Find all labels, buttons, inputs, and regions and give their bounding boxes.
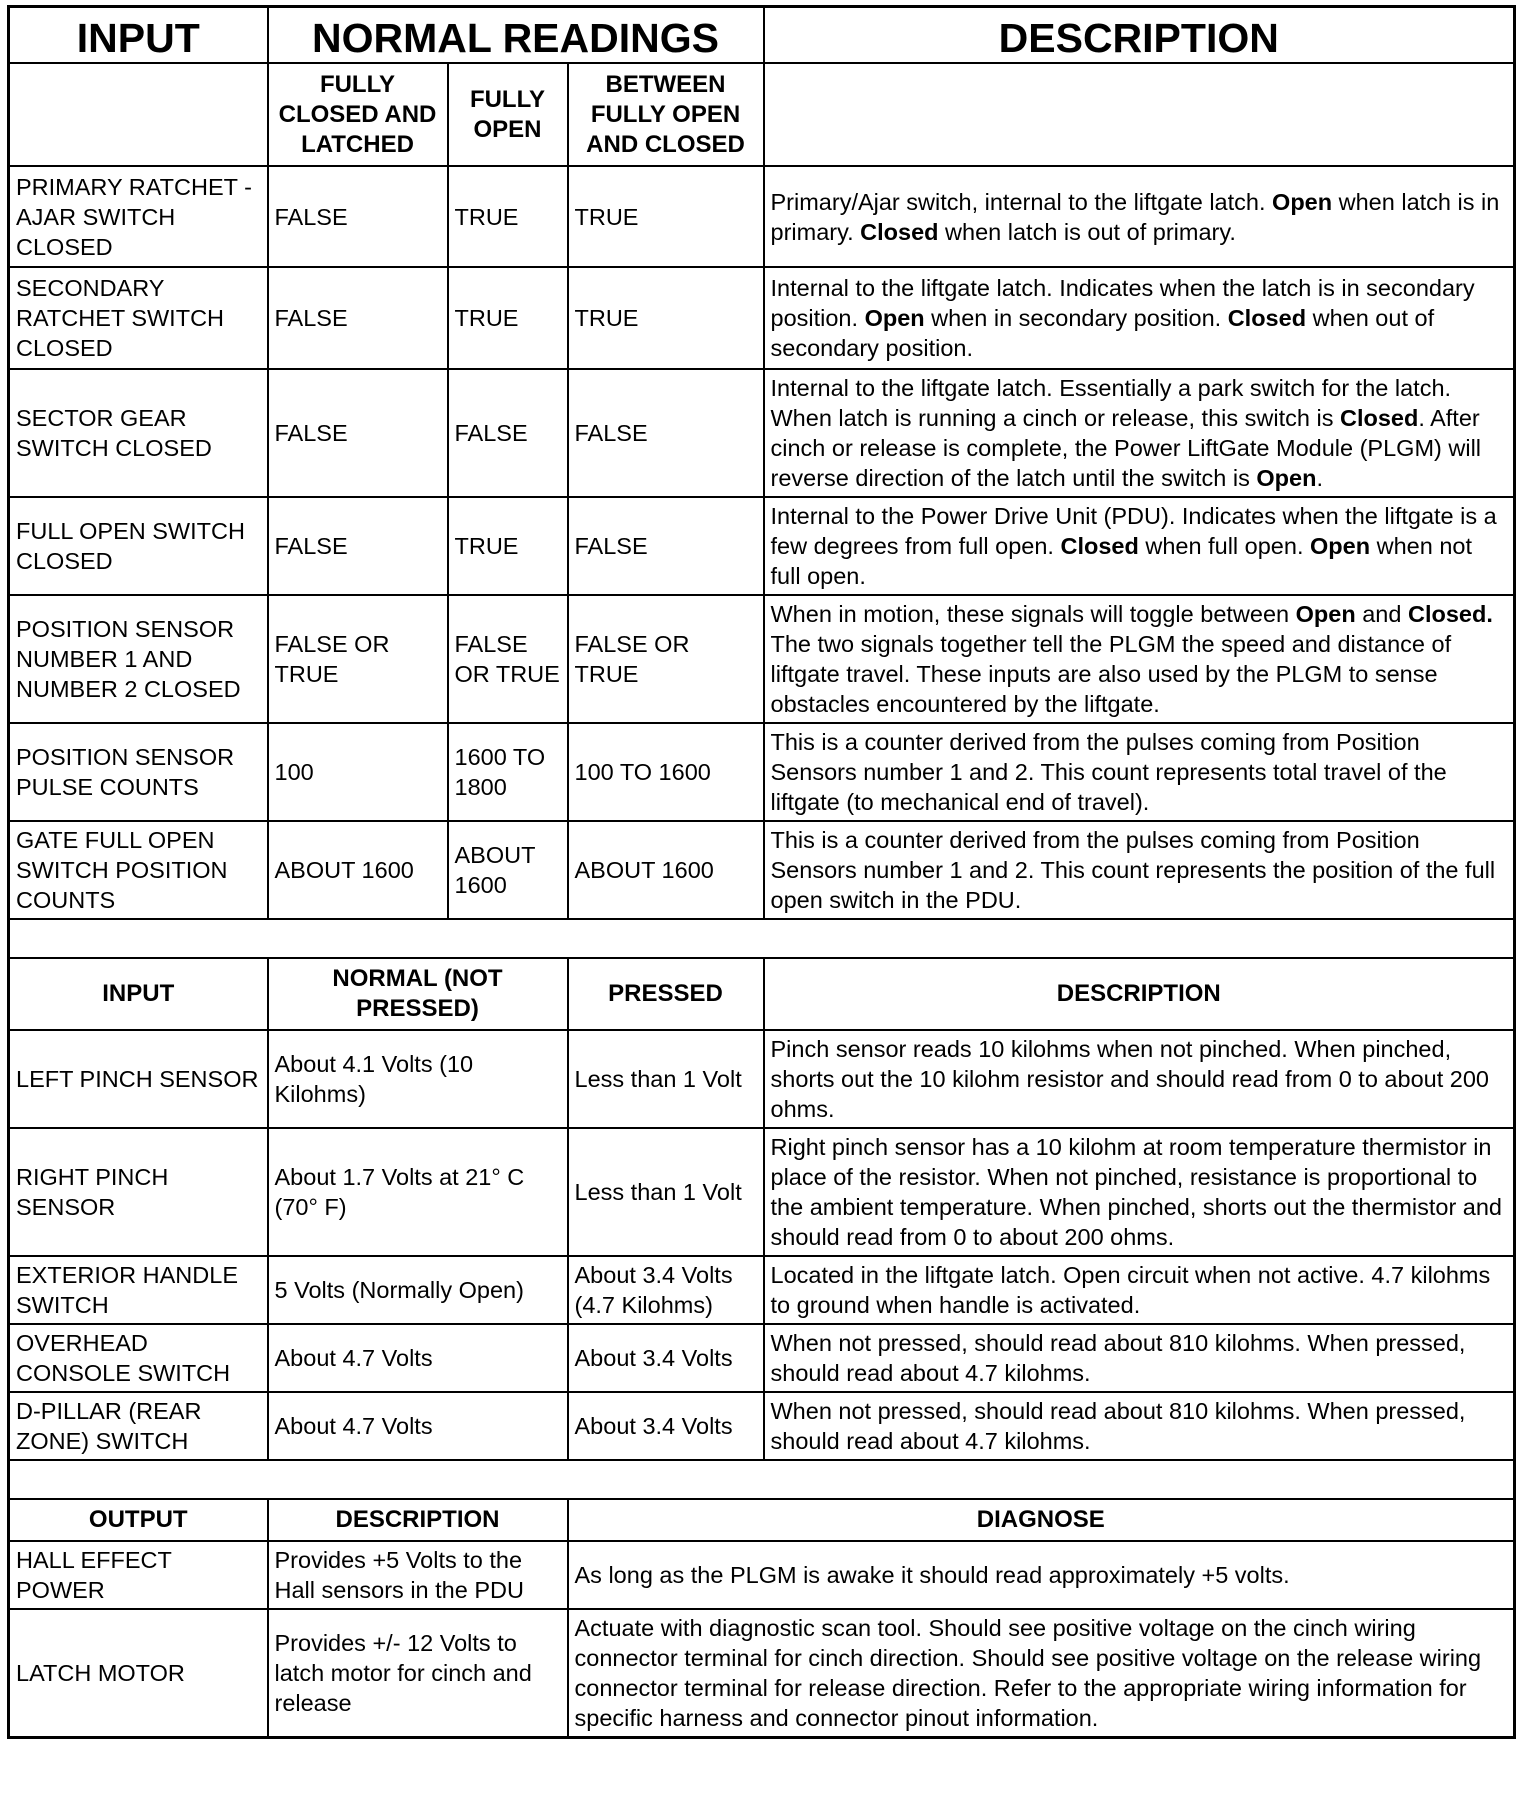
between-value: FALSE OR TRUE [568,595,764,723]
output-description-heading: DESCRIPTION [268,1499,568,1541]
table-row [9,497,1515,595]
table-row [9,1030,1515,1128]
between-heading: BETWEEN FULLY OPEN AND CLOSED [568,63,764,166]
diagnose-text: As long as the PLGM is awake it should read approximately +5 volts. [568,1541,1515,1609]
emphasis-text: Open [1272,188,1333,215]
emphasis-text: Open [864,305,925,331]
fully-open-heading: FULLY OPEN [448,63,568,166]
fully-open-value: TRUE [448,267,568,369]
description-fragment: This is a counter derived from the pulses coming from Position Sensors number 1 and 2. This count represents total travel of the liftgate (to mechanical end of travel). [770,729,1447,815]
pinch-header-row [9,958,1515,1030]
description-text [764,723,1515,821]
input-heading: INPUT [9,7,268,64]
diagnostic-reference-sheet [7,5,1516,1739]
between-value: FALSE [568,369,764,497]
between-value: ABOUT 1600 [568,821,764,919]
description-text: When not pressed, should read about 810 kilohms. When pressed, should read about 4.7 kilohms. [764,1324,1515,1392]
description-fragment: when not full open. [770,533,1472,589]
description-text [764,595,1515,723]
fully-closed-value: FALSE [268,166,448,267]
input-name: LEFT PINCH SENSOR [9,1030,268,1128]
fully-open-value: 1600 TO 1800 [448,723,568,821]
table-row [9,1128,1515,1256]
description-fragment: when full open. [1138,533,1311,559]
table-row [9,267,1515,369]
emphasis-text: Closed [1339,405,1419,431]
input-name: PRIMARY RATCHET - AJAR SWITCH CLOSED [9,166,268,267]
fully-open-value: TRUE [448,497,568,595]
pinch-inputs-section [9,1030,1515,1460]
pressed-value: About 3.4 Volts [568,1324,764,1392]
pinch-pressed-heading: PRESSED [568,958,764,1030]
output-heading: OUTPUT [9,1499,268,1541]
description-fragment: Primary/Ajar switch, internal to the liftgate latch. [770,188,1273,215]
emphasis-text: Closed. [1407,601,1493,627]
fully-closed-value: ABOUT 1600 [268,821,448,919]
output-name: LATCH MOTOR [9,1609,268,1738]
emphasis-text: Open [1310,533,1371,559]
sub-header-description-blank [764,63,1515,166]
outputs-section [9,1541,1515,1738]
description-fragment: Internal to the Power Drive Unit (PDU). Indicates when the liftgate is a few degrees from full open. [770,503,1497,559]
description-text [764,821,1515,919]
table-row [9,595,1515,723]
gap-cell [9,1460,1515,1499]
description-fragment: When in motion, these signals will toggle between [770,601,1296,627]
section-gap [9,1460,1515,1499]
input-name: FULL OPEN SWITCH CLOSED [9,497,268,595]
description-fragment: Internal to the liftgate latch. Essentially a park switch for the latch. When latch is running a cinch or release, this switch is [770,375,1452,431]
pressed-value: Less than 1 Volt [568,1030,764,1128]
table-row [9,166,1515,267]
emphasis-text: Open [1256,465,1317,491]
emphasis-text: Open [1295,601,1356,627]
pinch-input-heading: INPUT [9,958,268,1030]
input-name: POSITION SENSOR NUMBER 1 AND NUMBER 2 CLOSED [9,595,268,723]
sub-header-row [9,63,1515,166]
table-row [9,821,1515,919]
pinch-description-heading: DESCRIPTION [764,958,1515,1030]
fully-closed-value: 100 [268,723,448,821]
description-fragment: . [1316,465,1323,491]
fully-closed-value: FALSE OR TRUE [268,595,448,723]
fully-open-value: FALSE OR TRUE [448,595,568,723]
description-text: Right pinch sensor has a 10 kilohm at room temperature thermistor in place of the resistor. When not pinched, resistance is proportional to the ambient temperature. When pinched, shorts out the thermistor and should read from 0 to about 200 ohms. [764,1128,1515,1256]
emphasis-text: Closed [1227,305,1307,331]
pressed-value: About 3.4 Volts [568,1392,764,1460]
fully-open-value: FALSE [448,369,568,497]
pinch-normal-heading: NORMAL (NOT PRESSED) [268,958,568,1030]
description-fragment: when latch is in primary. [770,188,1500,245]
table-row [9,1392,1515,1460]
fully-closed-value: FALSE [268,267,448,369]
liftgate-inputs-outputs-table [7,5,1516,1739]
output-name: HALL EFFECT POWER [9,1541,268,1609]
description-text [764,369,1515,497]
normal-value: About 1.7 Volts at 21° C (70° F) [268,1128,568,1256]
description-text [764,497,1515,595]
input-name: OVERHEAD CONSOLE SWITCH [9,1324,268,1392]
table-row [9,723,1515,821]
output-description: Provides +5 Volts to the Hall sensors in the PDU [268,1541,568,1609]
fully-closed-heading: FULLY CLOSED AND LATCHED [268,63,448,166]
emphasis-text: Closed [1060,533,1139,559]
fully-closed-value: FALSE [268,369,448,497]
diagnose-heading: DIAGNOSE [568,1499,1515,1541]
description-fragment: and [1355,601,1408,627]
output-description: Provides +/- 12 Volts to latch motor for cinch and release [268,1609,568,1738]
section-gap [9,919,1515,958]
pressed-value: Less than 1 Volt [568,1128,764,1256]
input-name: SECONDARY RATCHET SWITCH CLOSED [9,267,268,369]
description-text [764,166,1515,267]
input-name: RIGHT PINCH SENSOR [9,1128,268,1256]
normal-value: About 4.1 Volts (10 Kilohms) [268,1030,568,1128]
fully-open-value: TRUE [448,166,568,267]
output-header-row [9,1499,1515,1541]
description-heading: DESCRIPTION [764,7,1515,64]
between-value: TRUE [568,267,764,369]
between-value: FALSE [568,497,764,595]
description-text: When not pressed, should read about 810 kilohms. When pressed, should read about 4.7 kilohms. [764,1392,1515,1460]
normal-value: About 4.7 Volts [268,1324,568,1392]
description-text [764,267,1515,369]
input-name: EXTERIOR HANDLE SWITCH [9,1256,268,1324]
input-name: D-PILLAR (REAR ZONE) SWITCH [9,1392,268,1460]
between-value: 100 TO 1600 [568,723,764,821]
emphasis-text: Closed [860,218,939,245]
input-name: POSITION SENSOR PULSE COUNTS [9,723,268,821]
sub-header-blank [9,63,268,166]
description-fragment: Internal to the liftgate latch. Indicates when the latch is in secondary position. [770,275,1475,331]
table-row [9,1256,1515,1324]
description-fragment: This is a counter derived from the pulses coming from Position Sensors number 1 and 2. This count represents the position of the full open switch in the PDU. [770,827,1496,913]
description-fragment: when out of secondary position. [770,305,1435,361]
table-row [9,369,1515,497]
between-value: TRUE [568,166,764,267]
table-row [9,1609,1515,1738]
normal-value: About 4.7 Volts [268,1392,568,1460]
description-text: Located in the liftgate latch. Open circuit when not active. 4.7 kilohms to ground when handle is activated. [764,1256,1515,1324]
description-fragment: . After cinch or release is complete, the Power LiftGate Module (PLGM) will reverse direction of the latch until the switch is [770,405,1482,491]
description-fragment: The two signals together tell the PLGM the speed and distance of liftgate travel. These inputs are also used by the PLGM to sense obstacles encountered by the liftgate. [770,631,1452,717]
description-fragment: when in secondary position. [924,305,1228,331]
input-name: GATE FULL OPEN SWITCH POSITION COUNTS [9,821,268,919]
table-row [9,1541,1515,1609]
description-text: Pinch sensor reads 10 kilohms when not pinched. When pinched, shorts out the 10 kilohm resistor and should read from 0 to about 200 ohms. [764,1030,1515,1128]
main-header-row [9,7,1515,64]
switch-inputs-section [9,166,1515,919]
table-row [9,1324,1515,1392]
diagnose-text: Actuate with diagnostic scan tool. Should see positive voltage on the cinch wiring connector terminal for cinch direction. Should see positive voltage on the release wiring connector terminal for release direction. Refer to the appropriate wiring information for specific harness and connector pinout information. [568,1609,1515,1738]
fully-open-value: ABOUT 1600 [448,821,568,919]
fully-closed-value: FALSE [268,497,448,595]
description-fragment: when latch is out of primary. [938,218,1236,245]
gap-cell [9,919,1515,958]
input-name: SECTOR GEAR SWITCH CLOSED [9,369,268,497]
pressed-value: About 3.4 Volts (4.7 Kilohms) [568,1256,764,1324]
normal-value: 5 Volts (Normally Open) [268,1256,568,1324]
normal-readings-heading: NORMAL READINGS [268,7,764,64]
